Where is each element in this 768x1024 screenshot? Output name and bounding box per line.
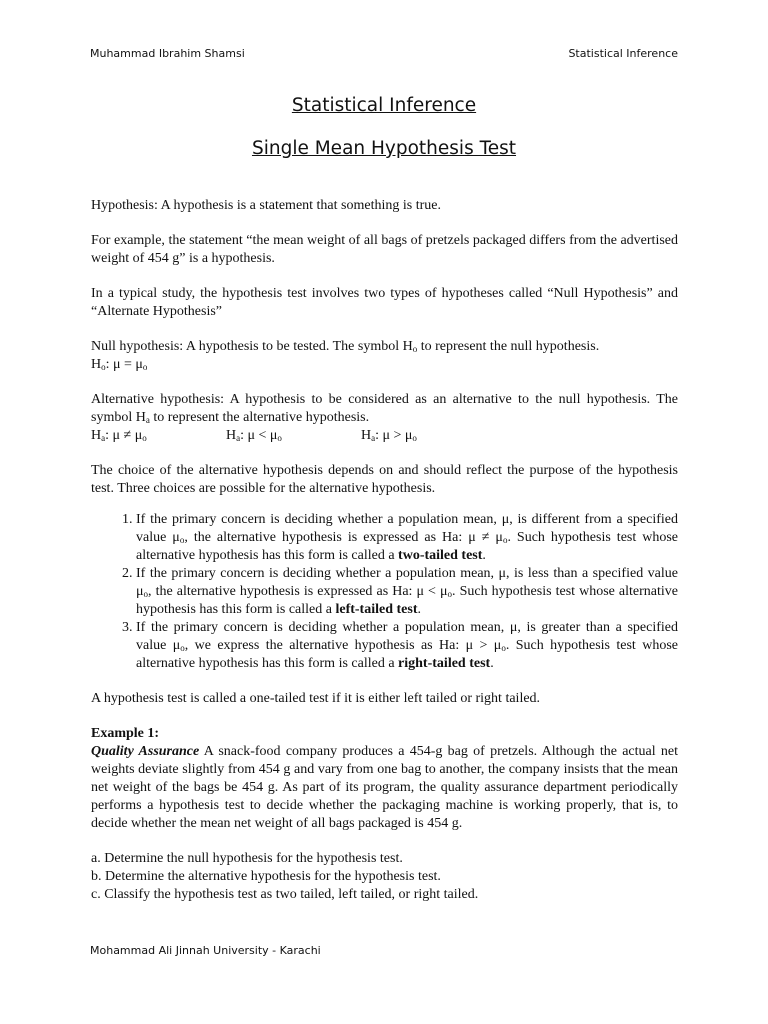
page-footer: Mohammad Ali Jinnah University - Karachi	[90, 944, 321, 957]
page-subtitle: Single Mean Hypothesis Test	[251, 138, 517, 159]
alt-form-two-tailed: $H_a$: $\mu \ne \mu_o$	[91, 428, 147, 443]
list-item: 1. If the primary concern is deciding whether a population mean, μ, is different from a specified value $\mu_o$, the alternative hypothesis is expressed as Ha: $\mu \ne \mu_o$. Such hypothesis test whose alternative hypothesis has this form is called a two-tailed test.	[136, 511, 678, 565]
example-paragraph: For example, the statement “the mean weight of all bags of pretzels packaged differs from the advertised weight of 454 g” is a hypothesis.	[91, 233, 678, 266]
example-1-question-a: a. Determine the null hypothesis for the hypothesis test.	[91, 851, 403, 866]
one-tailed-paragraph: A hypothesis test is called a one-tailed test if it is either left tailed or right tailed.	[91, 691, 541, 706]
alternative-hypothesis-forms	[91, 427, 678, 445]
header-topic: Statistical Inference	[568, 47, 678, 60]
document-body	[91, 197, 678, 904]
list-item: 3. If the primary concern is deciding whether a population mean, μ, is greater than a specified value $\mu_o$, we express the alternative hypothesis as Ha: $\mu > \mu_o$. Such hypothesis test whose alternative hypothesis has this form is called a right-tailed test.	[136, 619, 678, 673]
page-header	[90, 47, 678, 60]
choice-paragraph: The choice of the alternative hypothesis depends on and should reflect the purpose of the hypothesis test. Three choices are possible for the alternative hypothesis.	[91, 463, 678, 496]
example-1-heading: Example 1:	[91, 726, 160, 741]
example-1-body: Quality Assurance A snack-food company produces a 454-g bag of pretzels. Although the actual net weights deviate slightly from 454 g and vary from one bag to another, the company insists that the mean net weight of the bags be 454 g. As part of its program, the quality assurance department periodically performs a hypothesis test to decide whether the packaging machine is working properly, that is, to decide whether the mean net weight of all bags packaged is 454 g.	[91, 744, 678, 831]
example-1-question-c: c. Classify the hypothesis test as two tailed, left tailed, or right tailed.	[91, 887, 479, 902]
alt-form-right-tailed: $H_a$: $\mu > \mu_o$	[361, 428, 417, 443]
page-title: Statistical Inference	[291, 95, 477, 116]
alt-form-left-tailed: $H_a$: $\mu < \mu_o$	[226, 428, 282, 443]
example-1-question-b: b. Determine the alternative hypothesis for the hypothesis test.	[91, 869, 441, 884]
list-item: 2. If the primary concern is deciding whether a population mean, μ, is less than a specified value $\mu_o$, the alternative hypothesis is expressed as Ha: $\mu < \mu_o$. Such hypothesis test whose alternative hypothesis has this form is called a left-tailed test.	[136, 565, 678, 619]
alternative-hypothesis-list	[91, 511, 678, 673]
null-hypothesis-equation: $H_o$: $\mu = \mu_o$	[91, 357, 148, 372]
header-author: Muhammad Ibrahim Shamsi	[90, 47, 245, 60]
null-hypothesis-definition: Null hypothesis: A hypothesis to be tested. The symbol $H_o$ to represent the null hypothesis.	[91, 339, 600, 354]
hypothesis-definition: Hypothesis: A hypothesis is a statement that something is true.	[91, 198, 441, 213]
typical-study-paragraph: In a typical study, the hypothesis test involves two types of hypotheses called “Null Hypothesis” and “Alternate Hypothesis”	[91, 286, 678, 319]
alternative-hypothesis-definition: Alternative hypothesis: A hypothesis to be considered as an alternative to the null hypothesis. The symbol $H_a$ to represent the alternative hypothesis.	[91, 392, 678, 425]
